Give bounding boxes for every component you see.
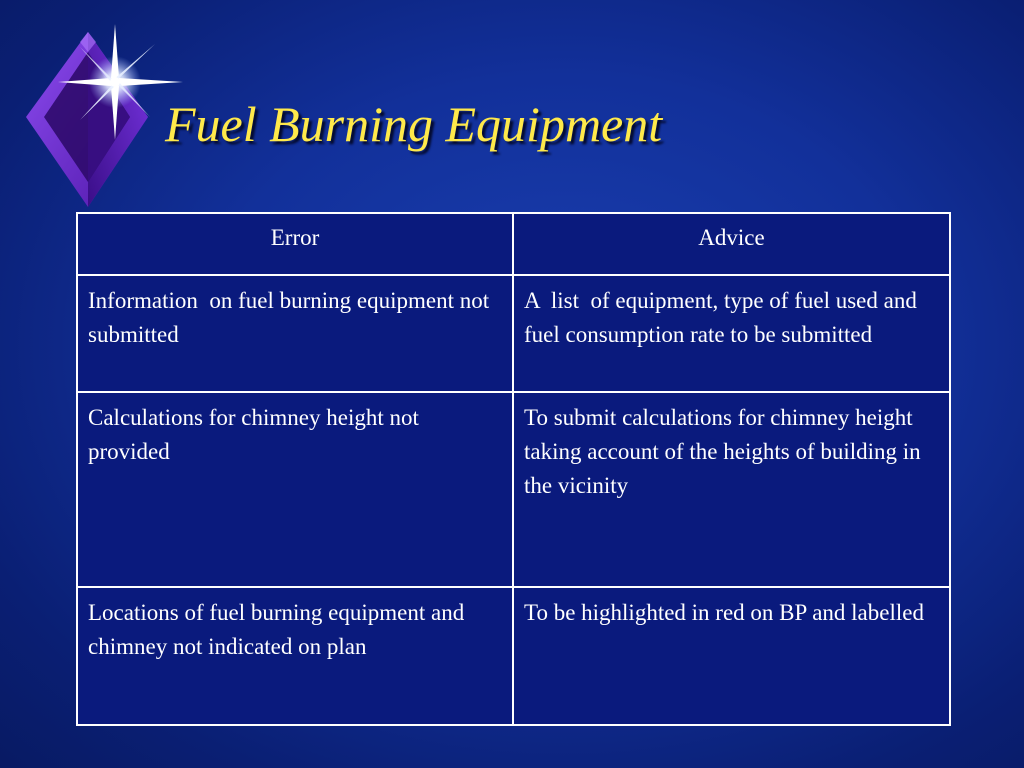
advice-cell: To be highlighted in red on BP and labelled xyxy=(513,587,950,725)
table-row xyxy=(77,587,950,725)
column-header-error: Error xyxy=(77,213,513,275)
table-row xyxy=(77,275,950,392)
column-header-advice: Advice xyxy=(513,213,950,275)
error-cell: Locations of fuel burning equipment and chimney not indicated on plan xyxy=(77,587,513,725)
error-advice-table xyxy=(76,212,951,726)
advice-cell: To submit calculations for chimney height taking account of the heights of building in the vicinity xyxy=(513,392,950,587)
slide-title: Fuel Burning Equipment xyxy=(165,96,663,152)
error-cell: Calculations for chimney height not provided xyxy=(77,392,513,587)
table-row xyxy=(77,392,950,587)
advice-cell: A list of equipment, type of fuel used and fuel consumption rate to be submitted xyxy=(513,275,950,392)
error-cell: Information on fuel burning equipment not submitted xyxy=(77,275,513,392)
table-header-row xyxy=(77,213,950,275)
diamond-star-icon xyxy=(18,22,188,212)
